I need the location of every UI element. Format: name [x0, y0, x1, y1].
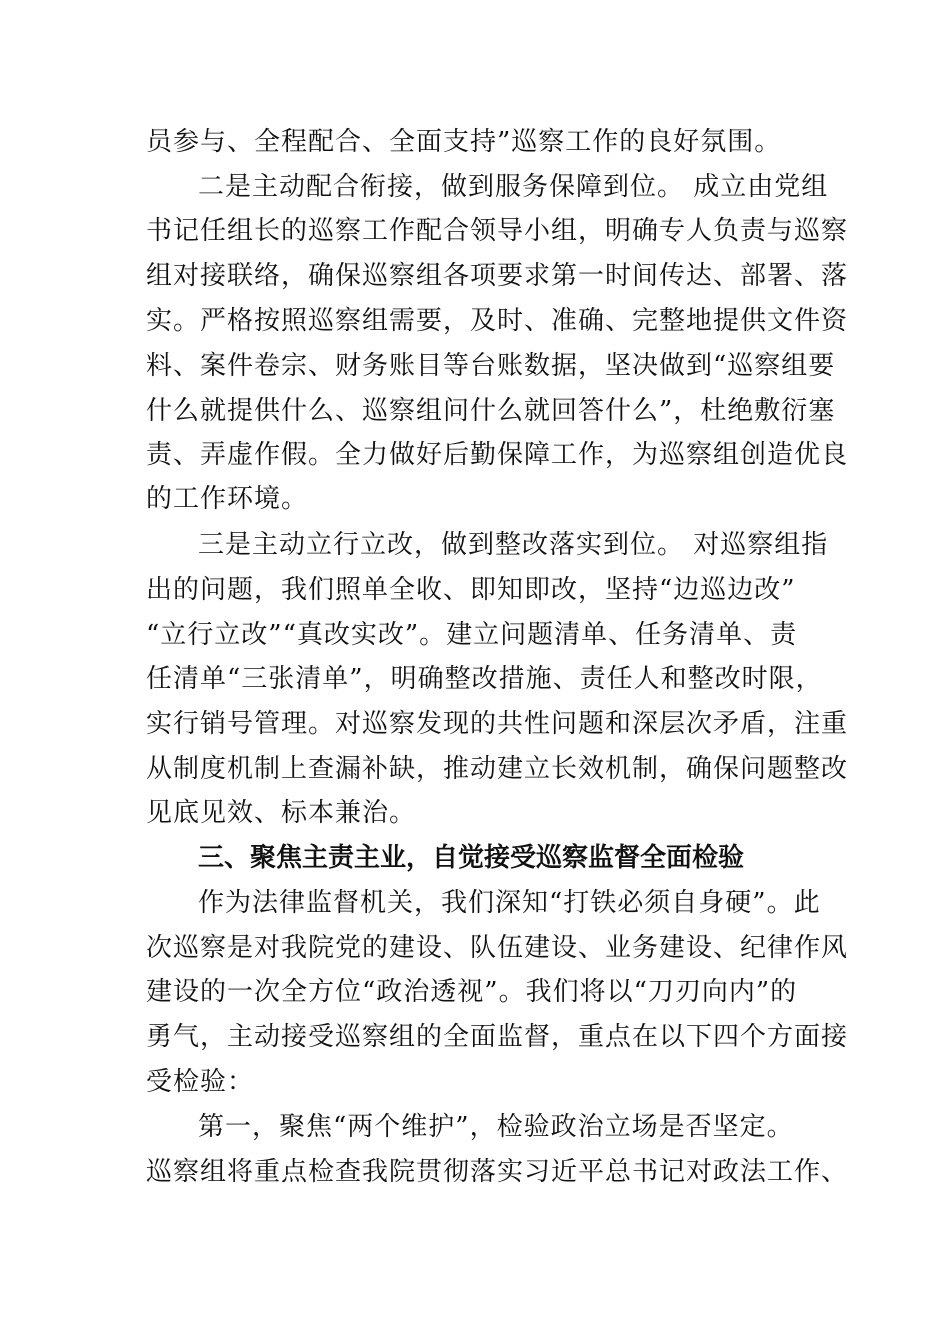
- text-line: 作为法律监督机关，我们深知“打铁必须自身硬”。此: [198, 888, 821, 918]
- text-line: 三是主动立行立改，做到整改落实到位。 对巡察组指: [198, 530, 829, 560]
- text-line: 员参与、全程配合、全面支持”巡察工作的良好氛围。: [146, 127, 782, 157]
- text-line: 勇气，主动接受巡察组的全面监督，重点在以下四个方面接: [146, 1022, 849, 1052]
- text-line: 从制度机制上查漏补缺，推动建立长效机制，确保问题整改: [146, 754, 849, 784]
- text-line: 料、案件卷宗、财务账目等台账数据，坚决做到“巡察组要: [146, 351, 836, 381]
- text-line: 组对接联络，确保巡察组各项要求第一时间传达、部署、落: [146, 261, 849, 291]
- text-line: 见底见效、标本兼治。: [146, 798, 417, 828]
- text-line: 实行销号管理。对巡察发现的共性问题和深层次矛盾，注重: [146, 709, 849, 739]
- text-line: 的工作环境。: [146, 484, 309, 514]
- text-line: 受检验：: [146, 1067, 255, 1097]
- text-line: 什么就提供什么、巡察组问什么就回答什么”，杜绝敷衍塞: [146, 396, 836, 426]
- text-line: 巡察组将重点检查我院贯彻落实习近平总书记对政法工作、: [146, 1157, 849, 1187]
- text-line: 次巡察是对我院党的建设、队伍建设、业务建设、纪律作风: [146, 933, 849, 963]
- text-line: 二是主动配合衔接，做到服务保障到位。 成立由党组: [198, 172, 829, 202]
- text-line: 实。严格按照巡察组需要，及时、准确、完整地提供文件资: [146, 306, 849, 336]
- text-line: “立行立改”“真改实改”。建立问题清单、任务清单、责: [146, 620, 798, 650]
- text-line: 第一，聚焦“两个维护”，检验政治立场是否坚定。: [198, 1112, 794, 1142]
- text-line: 书记任组长的巡察工作配合领导小组，明确专人负责与巡察: [146, 216, 849, 246]
- section-heading: 三、聚焦主责主业，自觉接受巡察监督全面检验: [198, 843, 745, 873]
- text-line: 建设的一次全方位“政治透视”。我们将以“刀刃向内”的: [146, 977, 798, 1007]
- text-line: 任清单“三张清单”，明确整改措施、责任人和整改时限，: [146, 664, 823, 694]
- text-line: 责、弄虚作假。全力做好后勤保障工作，为巡察组创造优良: [146, 440, 849, 470]
- text-line: 出的问题，我们照单全收、即知即改，坚持“边巡边改”: [146, 575, 796, 605]
